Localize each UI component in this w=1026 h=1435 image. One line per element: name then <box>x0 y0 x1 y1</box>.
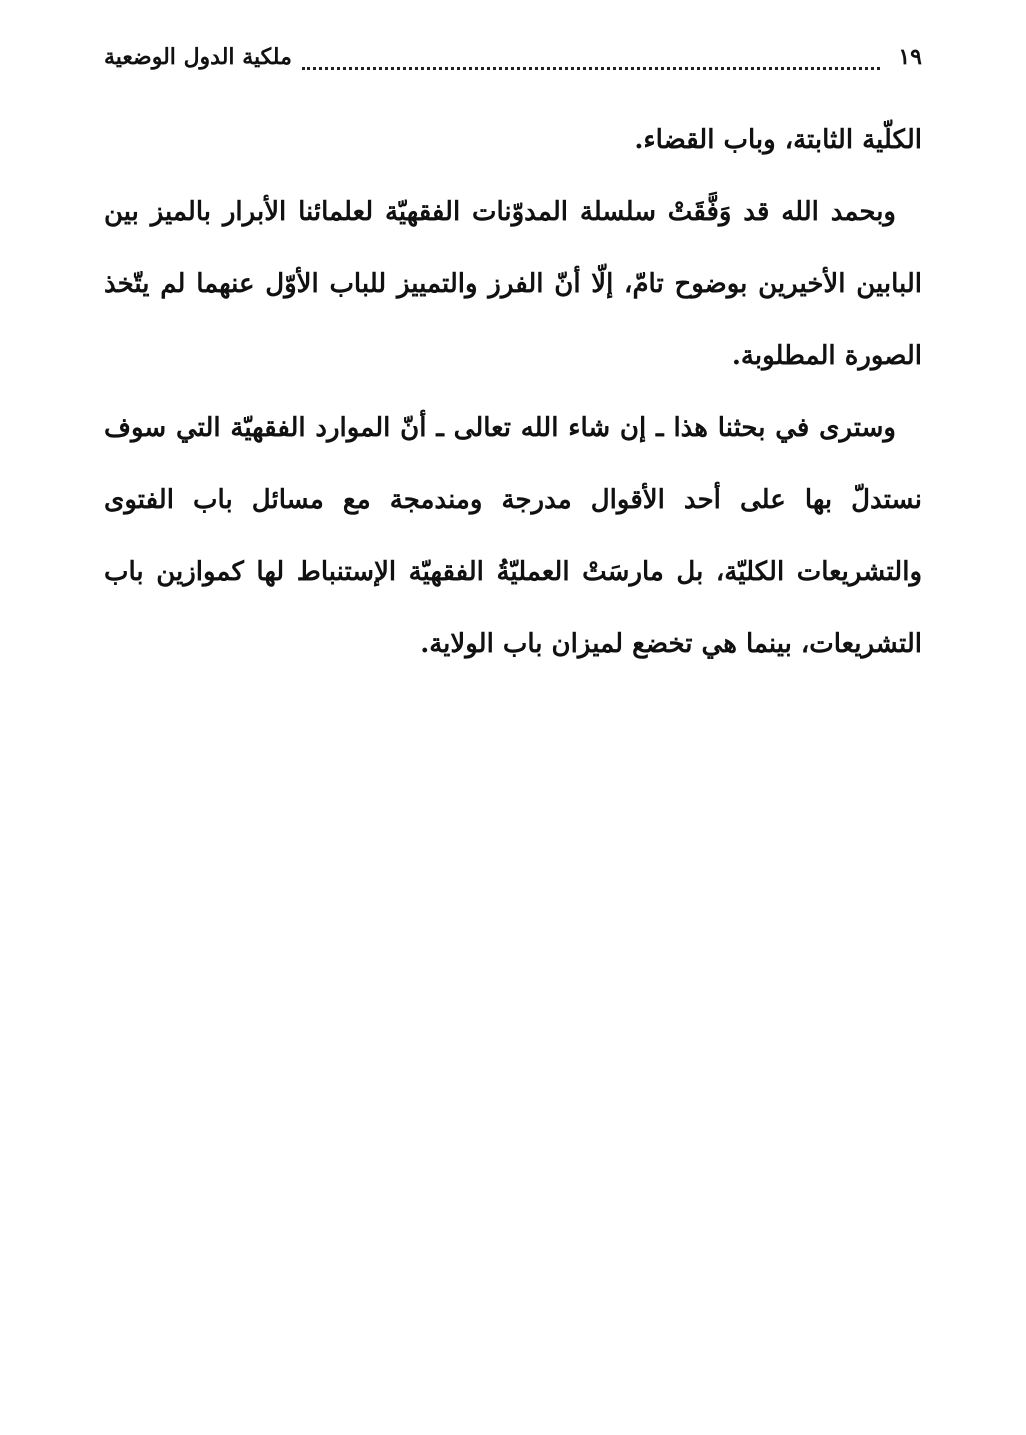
running-header <box>104 44 922 84</box>
book-page <box>104 44 922 680</box>
paragraph: وبحمد الله قد وَفَّقَتْ سلسلة المدوّنات الفقهيّة لعلمائنا الأبرار بالميز بين البابين الأخيرين بوضوح تامّ، إلّا أنّ الفرز والتمييز للباب الأوّل عنهما لم يتّخذ الصورة المطلوبة. <box>104 197 922 371</box>
body-text <box>104 104 922 680</box>
page-number: ١٩ <box>898 44 922 70</box>
running-header-title: ملكية الدول الوضعية <box>104 44 292 70</box>
dot-leader <box>302 67 881 70</box>
paragraph-continuation: الكلّية الثابتة، وباب القضاء. <box>634 125 922 155</box>
paragraph: وسترى في بحثنا هذا ـ إن شاء الله تعالى ـ أنّ الموارد الفقهيّة التي سوف نستدلّ بها على أحد الأقوال مدرجة ومندمجة مع مسائل باب الفتوى والتشريعات الكليّة، بل مارسَتْ العمليّةُ الفقهيّة الإستنباط لها كموازين باب التشريعات، بينما هي تخضع لميزان باب الولاية. <box>104 413 922 659</box>
